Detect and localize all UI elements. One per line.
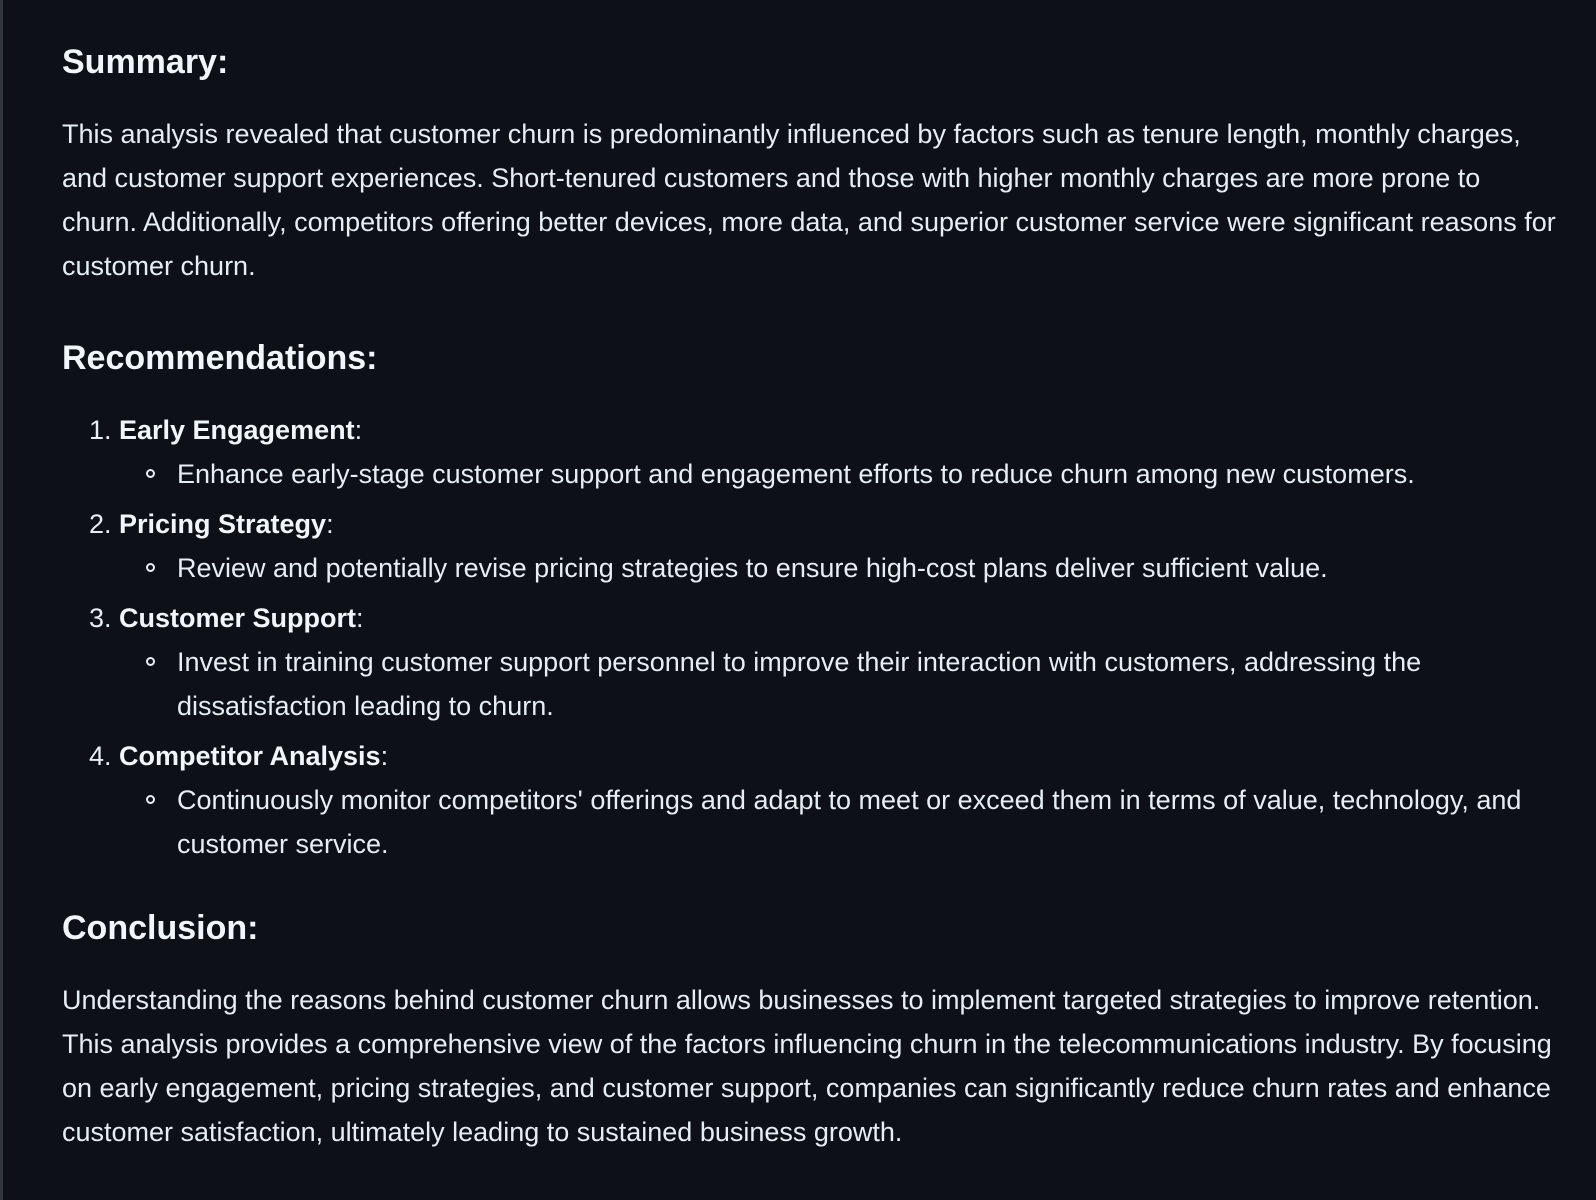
recommendation-item-competitor-analysis [62, 734, 1562, 866]
recommendation-detail [119, 546, 1562, 590]
summary-paragraph: This analysis revealed that customer churn is predominantly influenced by factors such as tenure length, monthly charges, and customer support experiences. Short-tenured customers and those with higher monthly charges are more prone to churn. Additionally, competitors offering better devices, more data, and superior customer service were significant reasons for customer churn. [62, 119, 1556, 281]
recommendation-title: Pricing Strategy [119, 509, 327, 539]
recommendation-detail-text: Continuously monitor competitors' offerings and adapt to meet or exceed them in terms of value, technology, and customer service. [177, 785, 1522, 859]
hollow-bullet-icon [146, 469, 155, 478]
hollow-bullet-icon [146, 563, 155, 572]
recommendation-title: Early Engagement [119, 415, 355, 445]
recommendation-sublist [119, 546, 1562, 590]
conclusion-paragraph: Understanding the reasons behind customer churn allows businesses to implement targeted strategies to improve retention. This analysis provides a comprehensive view of the factors influencing churn in the telecommunications industry. By focusing on early engagement, pricing strategies, and customer support, companies can significantly reduce churn rates and enhance customer satisfaction, ultimately leading to sustained business growth. [62, 985, 1552, 1147]
list-number: 3. [89, 603, 112, 633]
hollow-bullet-icon [146, 657, 155, 666]
conclusion-heading: Conclusion: [62, 909, 259, 947]
recommendation-colon: : [380, 741, 389, 771]
left-border [0, 0, 3, 1200]
recommendation-sublist [119, 452, 1562, 496]
recommendation-title: Customer Support [119, 603, 357, 633]
list-number: 1. [89, 415, 112, 445]
recommendation-detail [119, 640, 1562, 728]
recommendation-colon: : [326, 509, 334, 539]
recommendations-heading: Recommendations: [62, 339, 378, 377]
list-number: 2. [89, 509, 112, 539]
recommendation-item-pricing-strategy [62, 502, 1562, 590]
summary-heading: Summary: [62, 43, 229, 81]
recommendation-colon: : [356, 603, 364, 633]
recommendation-detail-text: Invest in training customer support personnel to improve their interaction with customers, addressing the dissatisfaction leading to churn. [177, 647, 1422, 721]
recommendation-detail-text: Enhance early-stage customer support and engagement efforts to reduce churn among new customers. [177, 459, 1415, 489]
recommendations-list [62, 408, 1562, 866]
recommendation-detail [119, 452, 1562, 496]
recommendation-detail-text: Review and potentially revise pricing strategies to ensure high-cost plans deliver sufficient value. [177, 553, 1328, 583]
document-body [62, 40, 1562, 1154]
list-number: 4. [89, 741, 112, 771]
recommendation-title: Competitor Analysis [119, 741, 381, 771]
recommendation-detail [119, 778, 1562, 866]
recommendation-sublist [119, 640, 1562, 728]
hollow-bullet-icon [146, 795, 155, 804]
recommendation-colon: : [354, 415, 363, 445]
recommendation-sublist [119, 778, 1562, 866]
recommendation-item-customer-support [62, 596, 1562, 728]
recommendation-item-early-engagement [62, 408, 1562, 496]
